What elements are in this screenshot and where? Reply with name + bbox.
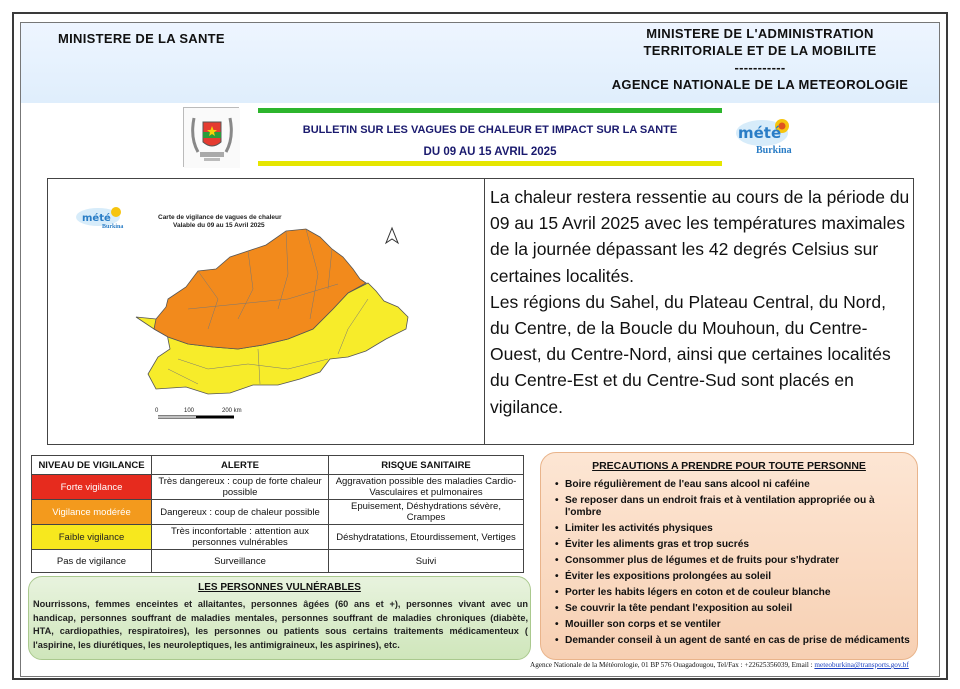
ministry-admin-line1: MINISTERE DE L'ADMINISTRATION xyxy=(646,26,874,41)
map-divider xyxy=(484,178,485,445)
bulletin-period: DU 09 AU 15 AVRIL 2025 xyxy=(423,146,557,158)
footer-text: Agence Nationale de la Météorologie, 01 BP 576 Ouagadougou, Tel/Fax : +22625356039, Email : xyxy=(530,661,815,669)
level-strong: Forte vigilance xyxy=(32,475,152,500)
risk-cell: Suivi xyxy=(329,550,524,573)
list-item: • Boire régulièrement de l'eau sans alcool ni caféine xyxy=(555,479,911,491)
meteo-burkina-logo xyxy=(732,113,798,157)
footer-email-link[interactable]: meteoburkina@transports.gov.bf xyxy=(814,661,909,669)
risk-cell: Epuisement, Déshydrations sévère, Crampes xyxy=(329,500,524,525)
ministry-health: MINISTERE DE LA SANTE xyxy=(58,31,225,46)
precautions-list xyxy=(555,479,911,651)
alert-cell: Dangereux : coup de chaleur possible xyxy=(152,500,329,525)
precautions-title: PRECAUTIONS A PRENDRE POUR TOUTE PERSONNE xyxy=(592,460,866,472)
agency-name: AGENCE NATIONALE DE LA METEOROLOGIE xyxy=(611,77,909,92)
table-header: NIVEAU DE VIGILANCE xyxy=(32,456,152,475)
list-item: • Demander conseil à un agent de santé en cas de prise de médicaments xyxy=(555,635,911,647)
scale-0: 0 xyxy=(155,408,159,414)
summary-paragraph-1: La chaleur restera ressentie au cours de la période du 09 au 15 Avril 2025 avec les températures maximales de la journée dépassant les 42 degrés Celsius sur certaines localités. xyxy=(490,187,910,286)
list-item: • Porter les habits légers en coton et de couleur blanche xyxy=(555,587,911,599)
level-none: Pas de vigilance xyxy=(32,550,152,573)
vigilance-table xyxy=(31,455,524,573)
title-yellow-bar xyxy=(258,161,722,166)
table-header: ALERTE xyxy=(152,456,329,475)
list-item: • Limiter les activités physiques xyxy=(555,523,911,535)
map-title: Carte de vigilance de vagues de chaleur xyxy=(158,214,282,221)
list-item: • Mouiller son corps et se ventiler xyxy=(555,619,911,631)
table-row xyxy=(32,525,524,550)
alert-cell: Très inconfortable : attention aux personnes vulnérables xyxy=(152,525,329,550)
ministry-admin-line2: TERRITORIALE ET DE LA MOBILITE xyxy=(643,43,877,58)
vulnerable-title: LES PERSONNES VULNÉRABLES xyxy=(198,582,361,593)
north-arrow-icon xyxy=(386,228,398,243)
map-logo-word: mété xyxy=(82,213,111,224)
footer-contact xyxy=(530,661,940,669)
svg-text:Burkina: Burkina xyxy=(756,145,792,156)
list-item: • Consommer plus de légumes et de fruits pour s'hydrater xyxy=(555,555,911,567)
scale-200: 200 km xyxy=(222,408,242,414)
alert-cell: Surveillance xyxy=(152,550,329,573)
list-item: • Éviter les expositions prolongées au soleil xyxy=(555,571,911,583)
alert-cell: Très dangereux : coup de forte chaleur possible xyxy=(152,475,329,500)
vigilance-map xyxy=(48,179,484,444)
table-row xyxy=(32,500,524,525)
heatwave-summary xyxy=(490,184,910,420)
map-subtitle: Valable du 09 au 15 Avril 2025 xyxy=(173,222,265,229)
table-row xyxy=(32,475,524,500)
level-moderate: Vigilance modérée xyxy=(32,500,152,525)
precautions-box xyxy=(540,452,918,660)
level-low: Faible vigilance xyxy=(32,525,152,550)
table-header: RISQUE SANITAIRE xyxy=(329,456,524,475)
coat-of-arms-emblem xyxy=(183,107,239,167)
list-item: • Éviter les aliments gras et trop sucrés xyxy=(555,539,911,551)
ministry-administration xyxy=(560,25,960,93)
map-logo-sub: Burkina xyxy=(102,224,124,230)
list-item: • Se couvrir la tête pendant l'exposition au soleil xyxy=(555,603,911,615)
vulnerable-people-box xyxy=(28,576,531,660)
header-separator: ----------- xyxy=(734,60,786,75)
vulnerable-text: Nourrissons, femmes enceintes et allaitantes, personnes âgées (60 ans et +), personnes vivant avec un handicap, personnes souffrant de maladies mentales, personnes souffrant de maladies chroniques (diabète, HTA, cardiopathies, respiratoires), les personnes ou patients sous certains traitements médicamenteux ( l'aspirine, les diurétiques, les neuroleptiques, les antimigraineux, les aspirines), etc. xyxy=(33,599,528,650)
risk-cell: Aggravation possible des maladies Cardio-Vasculaires et pulmonaires xyxy=(329,475,524,500)
list-item: • Se reposer dans un endroit frais et à ventilation appropriée ou à l'ombre xyxy=(555,495,911,520)
bulletin-title-box xyxy=(258,108,722,166)
summary-paragraph-2: Les régions du Sahel, du Plateau Central, du Nord, du Centre, de la Boucle du Mouhoun, du Centre-Ouest, du Centre-Nord, ainsi que certaines localités du Centre-Est et du Centre-Sud sont placés en vigilance. xyxy=(490,291,891,417)
svg-text:mété: mété xyxy=(738,124,782,142)
risk-cell: Déshydratations, Etourdissement, Vertiges xyxy=(329,525,524,550)
scale-100: 100 xyxy=(184,408,195,414)
table-row xyxy=(32,550,524,573)
title-green-bar xyxy=(258,108,722,113)
bulletin-title: BULLETIN SUR LES VAGUES DE CHALEUR ET IMPACT SUR LA SANTE xyxy=(302,124,678,136)
table-header-row xyxy=(32,456,524,475)
